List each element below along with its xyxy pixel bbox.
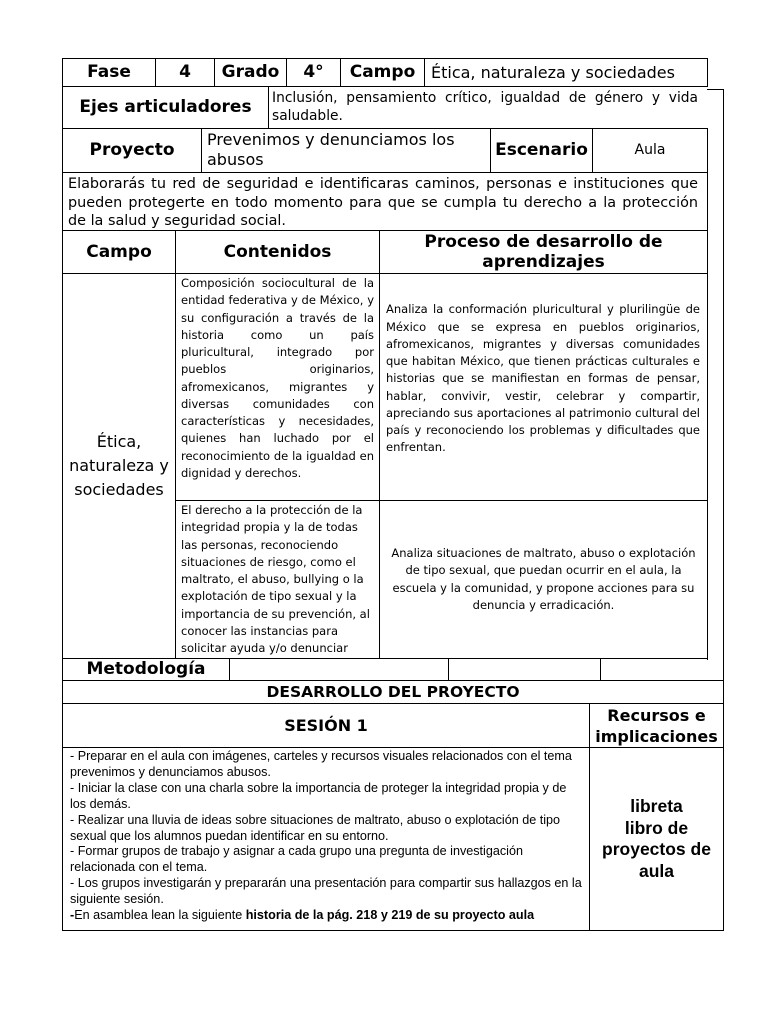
campo-label: Campo [349,62,416,83]
resources-cell [590,748,723,930]
session-title: SESIÓN 1 [284,715,368,735]
ejes-label: Ejes articuladores [79,97,252,118]
proceso-row-1 [386,274,700,500]
proceso-row-1-text: Analiza la conformación pluricultural y plurilingüe de México que se expresa en pueblos originarios, afromexicanos, migrantes y diversas comunidades que habitan México, que tienen prácticas culturales e historias que se manifiestan en formas de pensar, hablar, convivir, vestir, celebrar y compartir, apreciando sus aportaciones al patrimonio cultural del país y reconociendo los problemas y dificultades que enfrentan. [386,302,700,455]
proyecto-value: Prevenimos y denunciamos los abusos [207,130,455,169]
contenido-row-2: El derecho a la protección de la integridad propia y la de todas las personas, reconociendo situaciones de riesgo, como el maltrato, el abuso, bullying o la explotación de tipo sexual y la importancia de su prevención, al conocer las instancias para solicitar ayuda y/o denunciar [181,503,370,655]
resources-header: Recursos e implicaciones [595,705,718,746]
grado-label: Grado [221,62,280,83]
activity-item: - Preparar en el aula con imágenes, carteles y recursos visuales relacionados con el tema prevenimos y denunciamos abusos. [70,749,572,779]
activity-item: - Los grupos investigarán y prepararán una presentación para compartir sus hallazgos en la siguiente sesión. [70,876,582,907]
fase-value: 4 [179,62,191,83]
resource-item: aula [638,860,675,881]
activity-item: - Realizar una lluvia de ideas sobre situaciones de maltrato, abuso o explotación de tipo sexual que los alumnos puedan identificar en su entorno. [70,812,561,843]
activity-item: - Formar grupos de trabajo y asignar a cada grupo una pregunta de investigación relacionada con el tema. [70,844,523,875]
proyecto-label: Proyecto [89,140,175,161]
last-text: En asamblea lean la siguiente [74,908,246,923]
col-contenidos-header: Contenidos [223,241,332,262]
resource-item: libreta [630,796,683,816]
activity-item: - Iniciar la clase con una charla sobre la importancia de proteger la integridad propia y de los demás. [70,780,567,811]
metodologia-label: Metodología [86,658,206,679]
session-activities [70,749,584,929]
activity-item-last [70,908,584,924]
fase-label: Fase [87,62,131,83]
proceso-row-2: Analiza situaciones de maltrato, abuso o explotación de tipo sexual, que puedan ocurrir en el aula, la escuela y la comunidad, y propone acciones para su denuncia y erradicación. [391,546,696,612]
campo-cell: Ética, naturaleza y sociedades [69,432,169,499]
col-proceso-header: Proceso de desarrollo de aprendizajes [424,232,663,272]
last-prefix: - [70,908,75,923]
last-bold: historia de la pág. 218 y 219 de su proyecto aula [245,908,535,923]
ejes-value: Inclusión, pensamiento crítico, igualdad de género y vida saludable. [272,90,698,124]
contenido-row-1: Composición sociocultural de la entidad federativa y de México, y su configuración a través de la historia como un país pluricultural, integrado por pueblos originarios, afromexicanos, migrantes y diversas comunidades con características y necesidades, quienes han luchado por el reconocimiento de la igualdad en dignidad y derechos. [181,276,374,480]
resource-item: libro de [624,817,689,838]
desarrollo-title: DESARROLLO DEL PROYECTO [266,682,520,701]
escenario-value: Aula [634,142,666,159]
grado-value: 4° [303,62,324,83]
project-description: Elaborarás tu red de seguridad e identificaras caminos, personas e instituciones que pueden protegerte en todo momento para que se cumpla tu derecho a la protección de la salud y seguridad social. [68,176,698,229]
col-campo-header: Campo [86,241,152,262]
resource-item: proyectos de [602,839,711,859]
campo-value: Ética, naturaleza y sociedades [431,62,675,82]
escenario-label: Escenario [495,140,588,161]
